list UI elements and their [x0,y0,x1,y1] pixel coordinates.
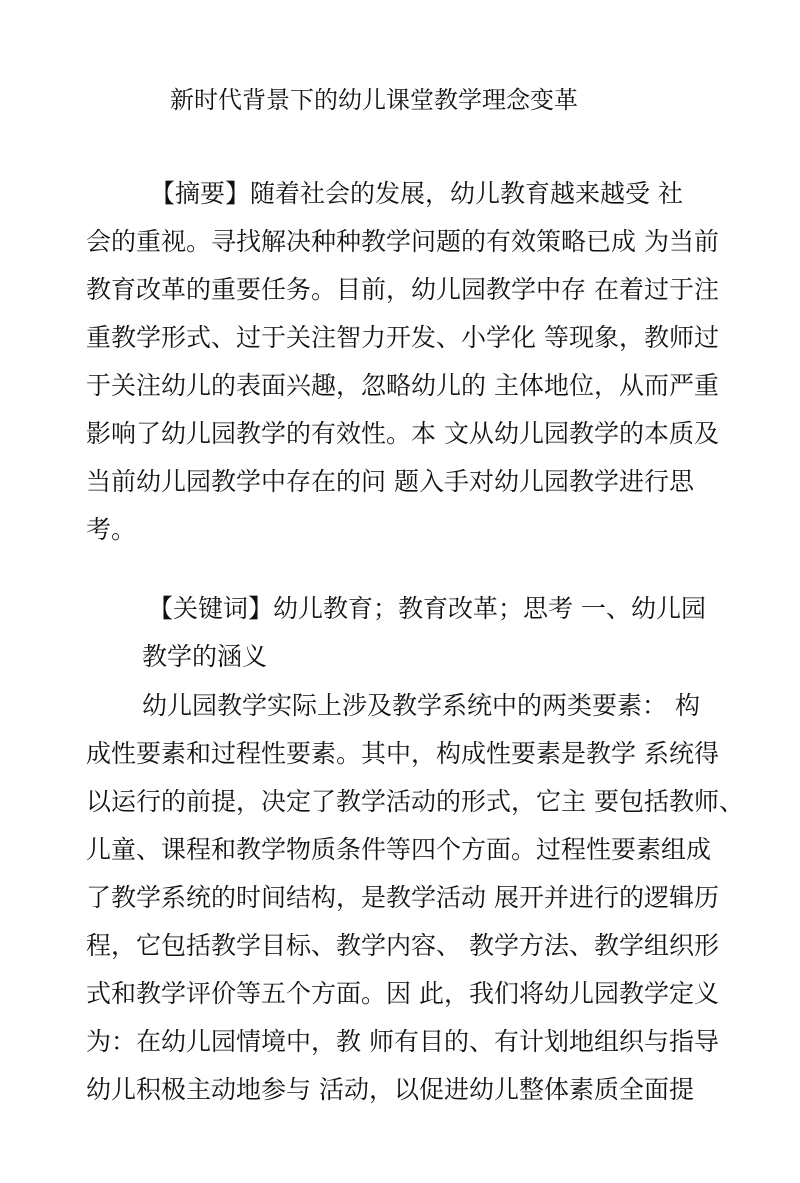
keywords-line: 【关键词】幼儿教育；教育改革；思考 一、幼儿园 [148,594,706,623]
body-line: 为：在幼儿园情境中，教 师有目的、有计划地组织与指导 [86,1027,719,1056]
body-paragraph [86,682,744,1114]
abstract-line: 于关注幼儿的表面兴趣，忽略幼儿的 主体地位，从而严重 [86,371,719,400]
abstract-line: 考。 [86,515,137,544]
body-line: 幼儿园教学实际上涉及教学系统中的两类要素： 构 [142,691,700,720]
abstract-line: 影响了幼儿园教学的有效性。本 文从幼儿园教学的本质及 [86,419,719,448]
abstract-line: 【摘要】随着社会的发展，幼儿教育越来越受 社 [150,179,683,208]
body-line: 以运行的前提，决定了教学活动的形式，它主 要包括教师、 [86,787,744,816]
abstract-line: 重教学形式、过于关注智力开发、小学化 等现象，教师过 [86,323,719,352]
body-line: 程，它包括教学目标、教学内容、 教学方法、教学组织形 [86,931,719,960]
abstract-line: 教育改革的重要任务。目前，幼儿园教学中存 在着过于注 [86,275,719,304]
body-line: 式和教学评价等五个方面。因 此，我们将幼儿园教学定义 [86,979,719,1008]
abstract-line: 会的重视。寻找解决种种教学问题的有效策略已成 为当前 [86,227,719,256]
body-line: 幼儿积极主动地参与 活动，以促进幼儿整体素质全面提 [86,1075,694,1104]
abstract-line: 当前幼儿园教学中存在的问 题入手对幼儿园教学进行思 [86,467,694,496]
keywords-section [86,585,726,681]
body-line: 儿童、课程和教学物质条件等四个方面。过程性要素组成 [86,835,712,864]
body-line: 成性要素和过程性要素。其中，构成性要素是教学 系统得 [86,739,719,768]
section-heading-line: 教学的涵义 [142,642,268,671]
document-title: 新时代背景下的幼儿课堂教学理念变革 [170,86,578,114]
body-line: 了教学系统的时间结构，是教学活动 展开并进行的逻辑历 [86,883,719,912]
abstract-section [86,170,726,554]
